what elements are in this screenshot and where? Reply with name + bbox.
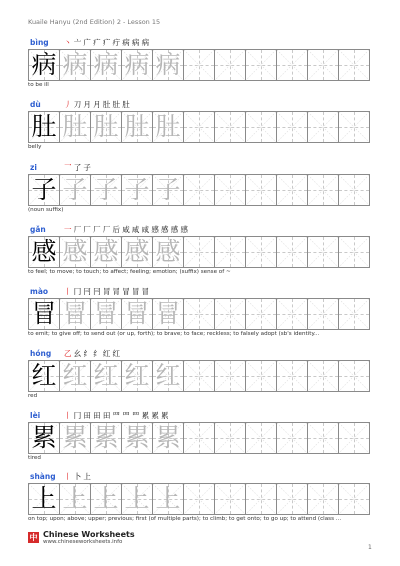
stroke-step: 丨 bbox=[64, 411, 74, 420]
practice-cell[interactable] bbox=[214, 174, 245, 206]
stroke-step: 咸 bbox=[122, 225, 132, 234]
practice-cell[interactable] bbox=[59, 111, 90, 143]
practice-cell[interactable] bbox=[28, 422, 59, 454]
practice-cell[interactable] bbox=[214, 49, 245, 81]
trace-character: 累 bbox=[155, 423, 181, 452]
practice-cell[interactable] bbox=[307, 360, 338, 392]
practice-cell[interactable] bbox=[152, 174, 183, 206]
practice-cell[interactable] bbox=[307, 111, 338, 143]
model-character: 感 bbox=[31, 237, 57, 266]
trace-character: 肚 bbox=[124, 112, 150, 141]
stroke-step: 病 bbox=[141, 38, 152, 47]
stroke-step: 广 bbox=[83, 38, 94, 47]
model-character: 病 bbox=[31, 50, 57, 79]
stroke-step: 肚 bbox=[122, 100, 132, 109]
model-character: 肚 bbox=[31, 112, 57, 141]
stroke-step: 厂 bbox=[93, 225, 103, 234]
stroke-step: 卜 bbox=[73, 472, 84, 481]
practice-cell[interactable] bbox=[338, 298, 370, 330]
meaning-text: tired bbox=[28, 455, 41, 461]
trace-character: 病 bbox=[62, 50, 88, 79]
stroke-step: 刀 bbox=[73, 100, 84, 109]
practice-cell[interactable] bbox=[28, 236, 59, 268]
character-row bbox=[28, 163, 360, 218]
practice-cell[interactable] bbox=[307, 174, 338, 206]
stroke-step: 红 bbox=[112, 349, 123, 358]
trace-character: 病 bbox=[155, 50, 181, 79]
practice-grid bbox=[28, 483, 370, 515]
stroke-order bbox=[64, 224, 190, 235]
meaning-text: (noun suffix) bbox=[28, 207, 64, 213]
practice-cell[interactable] bbox=[121, 174, 152, 206]
stroke-order bbox=[64, 162, 93, 173]
practice-cell[interactable] bbox=[28, 483, 59, 515]
practice-cell[interactable] bbox=[276, 483, 307, 515]
stroke-step: 罒 bbox=[112, 411, 123, 420]
practice-cell[interactable] bbox=[245, 174, 276, 206]
practice-cell[interactable] bbox=[338, 483, 370, 515]
stroke-step: 疔 bbox=[112, 38, 123, 47]
practice-cell[interactable] bbox=[276, 111, 307, 143]
stroke-step: 累 bbox=[141, 411, 152, 420]
practice-cell[interactable] bbox=[338, 111, 370, 143]
trace-character: 子 bbox=[124, 175, 150, 204]
stroke-step: 冃 bbox=[93, 287, 103, 296]
trace-character: 冒 bbox=[155, 299, 181, 328]
stroke-step: 丿 bbox=[64, 100, 74, 109]
stroke-order bbox=[64, 37, 151, 48]
stroke-step: 病 bbox=[131, 38, 142, 47]
stroke-step: 累 bbox=[161, 411, 171, 420]
practice-cell[interactable] bbox=[152, 298, 183, 330]
trace-character: 累 bbox=[124, 423, 150, 452]
meaning-text: red bbox=[28, 393, 38, 399]
practice-cell[interactable] bbox=[338, 360, 370, 392]
practice-cell[interactable] bbox=[276, 422, 307, 454]
brand-name: Chinese Worksheets bbox=[43, 530, 135, 539]
trace-character: 病 bbox=[93, 50, 119, 79]
stroke-step: 月 bbox=[83, 100, 94, 109]
stroke-step: 乙 bbox=[64, 349, 74, 358]
pinyin-label: hóng bbox=[30, 349, 52, 358]
stroke-step: 冂 bbox=[73, 287, 84, 296]
practice-cell[interactable] bbox=[276, 49, 307, 81]
trace-character: 红 bbox=[155, 361, 181, 390]
practice-cell[interactable] bbox=[90, 298, 121, 330]
practice-cell[interactable] bbox=[183, 111, 214, 143]
stroke-step: 罒 bbox=[131, 411, 142, 420]
practice-cell[interactable] bbox=[90, 174, 121, 206]
page-number: 1 bbox=[368, 544, 372, 551]
trace-character: 感 bbox=[155, 237, 181, 266]
practice-cell[interactable] bbox=[28, 111, 59, 143]
practice-cell[interactable] bbox=[245, 422, 276, 454]
trace-character: 红 bbox=[62, 361, 88, 390]
trace-character: 病 bbox=[124, 50, 150, 79]
practice-cell[interactable] bbox=[307, 422, 338, 454]
stroke-step: 冐 bbox=[112, 287, 123, 296]
practice-cell[interactable] bbox=[183, 298, 214, 330]
pinyin-label: dù bbox=[30, 100, 41, 109]
practice-cell[interactable] bbox=[183, 236, 214, 268]
practice-cell[interactable] bbox=[152, 483, 183, 515]
practice-cell[interactable] bbox=[59, 422, 90, 454]
stroke-step: 纟 bbox=[83, 349, 94, 358]
practice-cell[interactable] bbox=[28, 49, 59, 81]
practice-cell[interactable] bbox=[276, 360, 307, 392]
stroke-step: 厂 bbox=[102, 225, 113, 234]
trace-character: 上 bbox=[62, 484, 88, 513]
practice-cell[interactable] bbox=[307, 236, 338, 268]
trace-character: 红 bbox=[93, 361, 119, 390]
character-row bbox=[28, 411, 360, 466]
practice-grid bbox=[28, 49, 370, 81]
stroke-step: 冐 bbox=[102, 287, 113, 296]
stroke-step: 幺 bbox=[73, 349, 84, 358]
practice-cell[interactable] bbox=[338, 174, 370, 206]
practice-cell[interactable] bbox=[245, 483, 276, 515]
stroke-step: 冒 bbox=[141, 287, 152, 296]
stroke-step: 感 bbox=[180, 225, 191, 234]
stroke-step: 厂 bbox=[73, 225, 84, 234]
practice-cell[interactable] bbox=[152, 49, 183, 81]
stroke-step: 冒 bbox=[131, 287, 142, 296]
practice-grid bbox=[28, 236, 370, 268]
trace-character: 冒 bbox=[62, 299, 88, 328]
practice-cell[interactable] bbox=[214, 360, 245, 392]
stroke-step: 感 bbox=[161, 225, 171, 234]
meaning-text: on top; upon; above; upper; previous; first (of multiple parts); to climb; to get onto; to go up; to attend (class ... bbox=[28, 516, 342, 522]
stroke-step: 病 bbox=[122, 38, 132, 47]
model-character: 冒 bbox=[31, 299, 57, 328]
practice-cell[interactable] bbox=[245, 298, 276, 330]
stroke-step: 了 bbox=[73, 163, 84, 172]
stroke-step: 子 bbox=[83, 163, 94, 172]
stroke-step: 罒 bbox=[122, 411, 132, 420]
trace-character: 上 bbox=[155, 484, 181, 513]
practice-cell[interactable] bbox=[245, 111, 276, 143]
trace-character: 子 bbox=[93, 175, 119, 204]
trace-character: 上 bbox=[93, 484, 119, 513]
stroke-step: 田 bbox=[83, 411, 94, 420]
practice-cell[interactable] bbox=[245, 49, 276, 81]
stroke-step: 乛 bbox=[64, 163, 74, 172]
stroke-step: 上 bbox=[83, 472, 94, 481]
stroke-order bbox=[64, 286, 151, 297]
stroke-step: 冒 bbox=[122, 287, 132, 296]
practice-cell[interactable] bbox=[90, 360, 121, 392]
practice-cell[interactable] bbox=[90, 111, 121, 143]
trace-character: 肚 bbox=[155, 112, 181, 141]
stroke-step: 冃 bbox=[83, 287, 94, 296]
practice-grid bbox=[28, 111, 370, 143]
stroke-order bbox=[64, 410, 171, 421]
stroke-step: 一 bbox=[64, 225, 74, 234]
practice-cell[interactable] bbox=[121, 298, 152, 330]
trace-character: 子 bbox=[155, 175, 181, 204]
practice-cell[interactable] bbox=[307, 483, 338, 515]
practice-cell[interactable] bbox=[121, 236, 152, 268]
stroke-step: 田 bbox=[102, 411, 113, 420]
practice-cell[interactable] bbox=[59, 174, 90, 206]
trace-character: 累 bbox=[93, 423, 119, 452]
pinyin-label: shàng bbox=[30, 472, 56, 481]
model-character: 子 bbox=[31, 175, 57, 204]
brand-logo-icon: 中 bbox=[29, 533, 38, 542]
stroke-step: 后 bbox=[112, 225, 123, 234]
practice-cell[interactable] bbox=[307, 298, 338, 330]
stroke-step: 亠 bbox=[73, 38, 84, 47]
character-row bbox=[28, 472, 360, 527]
practice-cell[interactable] bbox=[59, 236, 90, 268]
trace-character: 子 bbox=[62, 175, 88, 204]
stroke-step: 丶 bbox=[64, 38, 74, 47]
practice-cell[interactable] bbox=[152, 236, 183, 268]
meaning-text: belly bbox=[28, 144, 42, 150]
character-row bbox=[28, 100, 360, 155]
practice-cell[interactable] bbox=[338, 422, 370, 454]
trace-character: 上 bbox=[124, 484, 150, 513]
practice-cell[interactable] bbox=[276, 298, 307, 330]
stroke-step: 厂 bbox=[83, 225, 94, 234]
practice-cell[interactable] bbox=[121, 360, 152, 392]
trace-character: 感 bbox=[93, 237, 119, 266]
practice-cell[interactable] bbox=[90, 49, 121, 81]
practice-cell[interactable] bbox=[245, 360, 276, 392]
trace-character: 累 bbox=[62, 423, 88, 452]
stroke-step: 红 bbox=[102, 349, 113, 358]
practice-cell[interactable] bbox=[276, 174, 307, 206]
practice-cell[interactable] bbox=[28, 298, 59, 330]
practice-cell[interactable] bbox=[214, 236, 245, 268]
stroke-step: 田 bbox=[93, 411, 103, 420]
practice-cell[interactable] bbox=[245, 236, 276, 268]
character-row bbox=[28, 38, 360, 93]
trace-character: 肚 bbox=[62, 112, 88, 141]
stroke-step: 咸 bbox=[131, 225, 142, 234]
practice-cell[interactable] bbox=[59, 483, 90, 515]
trace-character: 感 bbox=[62, 237, 88, 266]
practice-grid bbox=[28, 298, 370, 330]
practice-cell[interactable] bbox=[183, 360, 214, 392]
practice-cell[interactable] bbox=[59, 360, 90, 392]
worksheet-header: Kuaile Hanyu (2nd Edition) 2 - Lesson 15 bbox=[28, 18, 161, 26]
character-row bbox=[28, 225, 360, 280]
pinyin-label: gǎn bbox=[30, 225, 46, 234]
practice-cell[interactable] bbox=[121, 111, 152, 143]
trace-character: 感 bbox=[124, 237, 150, 266]
pinyin-label: mào bbox=[30, 287, 49, 296]
practice-cell[interactable] bbox=[121, 483, 152, 515]
practice-cell[interactable] bbox=[90, 422, 121, 454]
stroke-step: 感 bbox=[170, 225, 181, 234]
stroke-step: 月 bbox=[93, 100, 103, 109]
stroke-step: 丨 bbox=[64, 287, 74, 296]
stroke-step: 冂 bbox=[73, 411, 84, 420]
footer-logo bbox=[28, 530, 135, 545]
stroke-step: 疒 bbox=[102, 38, 113, 47]
practice-cell[interactable] bbox=[121, 422, 152, 454]
character-row bbox=[28, 349, 360, 404]
trace-character: 冒 bbox=[93, 299, 119, 328]
pinyin-label: zi bbox=[30, 163, 37, 172]
trace-character: 红 bbox=[124, 361, 150, 390]
practice-cell[interactable] bbox=[90, 236, 121, 268]
practice-cell[interactable] bbox=[276, 236, 307, 268]
practice-cell[interactable] bbox=[152, 422, 183, 454]
model-character: 累 bbox=[31, 423, 57, 452]
practice-cell[interactable] bbox=[152, 111, 183, 143]
practice-cell[interactable] bbox=[307, 49, 338, 81]
practice-cell[interactable] bbox=[121, 49, 152, 81]
practice-cell[interactable] bbox=[59, 298, 90, 330]
trace-character: 肚 bbox=[93, 112, 119, 141]
practice-cell[interactable] bbox=[338, 49, 370, 81]
practice-cell[interactable] bbox=[183, 483, 214, 515]
trace-character: 冒 bbox=[124, 299, 150, 328]
practice-cell[interactable] bbox=[183, 174, 214, 206]
practice-grid bbox=[28, 360, 370, 392]
stroke-step: 纟 bbox=[93, 349, 103, 358]
practice-cell[interactable] bbox=[183, 49, 214, 81]
practice-cell[interactable] bbox=[214, 111, 245, 143]
pinyin-label: lèi bbox=[30, 411, 41, 420]
practice-grid bbox=[28, 422, 370, 454]
practice-cell[interactable] bbox=[338, 236, 370, 268]
stroke-step: 肚 bbox=[112, 100, 123, 109]
stroke-step: 咸 bbox=[141, 225, 152, 234]
practice-cell[interactable] bbox=[183, 422, 214, 454]
practice-cell[interactable] bbox=[152, 360, 183, 392]
brand-url: www.chineseworksheets.info bbox=[43, 539, 123, 545]
stroke-step: 疒 bbox=[93, 38, 103, 47]
practice-cell[interactable] bbox=[214, 422, 245, 454]
practice-grid bbox=[28, 174, 370, 206]
meaning-text: to emit; to give off; to send out (or up, forth); to brave; to face; reckless; to falsely adopt (sb's identity... bbox=[28, 331, 320, 337]
practice-cell[interactable] bbox=[214, 298, 245, 330]
stroke-order bbox=[64, 348, 122, 359]
stroke-step: 累 bbox=[151, 411, 162, 420]
model-character: 红 bbox=[31, 361, 57, 390]
pinyin-label: bìng bbox=[30, 38, 49, 47]
character-row bbox=[28, 287, 360, 342]
practice-cell[interactable] bbox=[28, 360, 59, 392]
practice-cell[interactable] bbox=[28, 174, 59, 206]
practice-cell[interactable] bbox=[90, 483, 121, 515]
practice-cell[interactable] bbox=[59, 49, 90, 81]
practice-cell[interactable] bbox=[214, 483, 245, 515]
meaning-text: to be ill bbox=[28, 82, 49, 88]
stroke-order bbox=[64, 471, 93, 482]
stroke-step: 丨 bbox=[64, 472, 74, 481]
stroke-step: 感 bbox=[151, 225, 162, 234]
stroke-order bbox=[64, 99, 132, 110]
meaning-text: to feel; to move; to touch; to affect; feeling; emotion; (suffix) sense of ~ bbox=[28, 269, 231, 275]
stroke-step: 肚 bbox=[102, 100, 113, 109]
model-character: 上 bbox=[31, 484, 57, 513]
